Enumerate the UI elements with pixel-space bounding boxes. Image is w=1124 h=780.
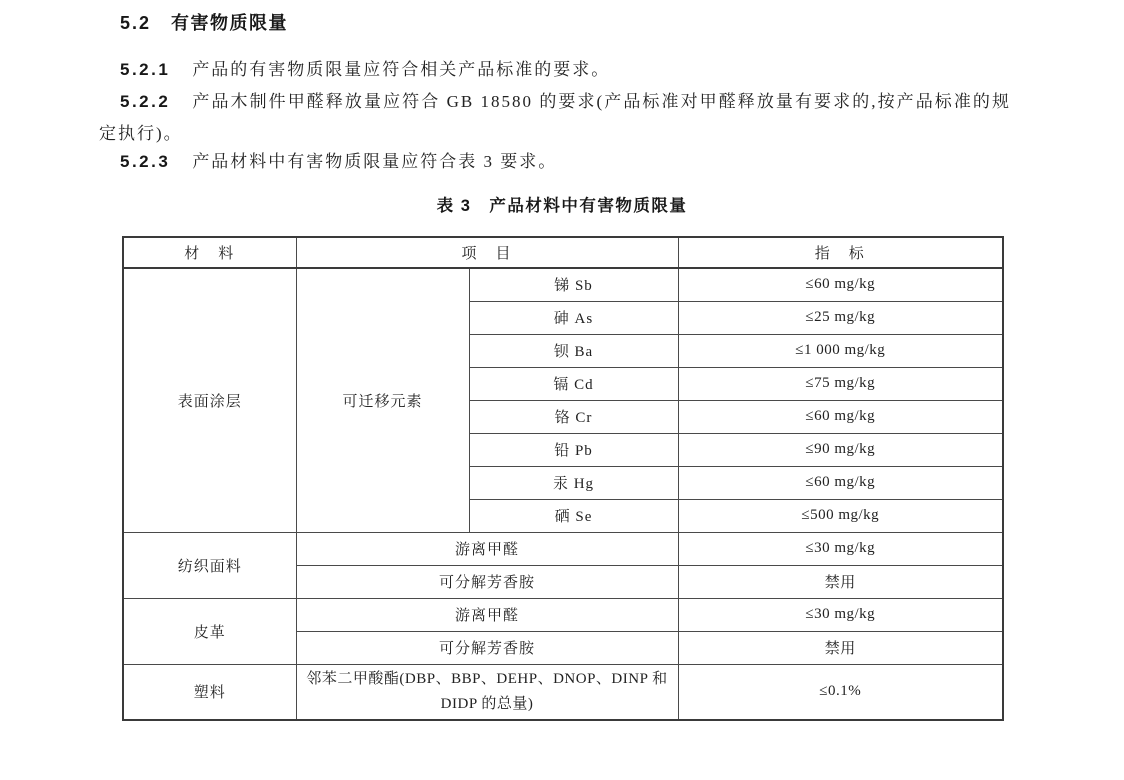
- clause-5-2-3: [99, 146, 1011, 178]
- cell-limit-antimony: ≤60 mg/kg: [678, 268, 1003, 301]
- clause-5-2-1: [99, 54, 1011, 86]
- cell-limit-arsenic: ≤25 mg/kg: [678, 301, 1003, 334]
- header-limit: 指 标: [678, 237, 1003, 268]
- header-item: 项 目: [296, 237, 678, 268]
- section-number: 5.2: [120, 13, 152, 33]
- cell-item-textile-aromatic-amines: 可分解芳香胺: [296, 565, 678, 598]
- materials-table: [122, 236, 1004, 721]
- cell-limit-lead: ≤90 mg/kg: [678, 433, 1003, 466]
- clause-5-2-2: [99, 86, 1011, 150]
- clause-text: 产品木制件甲醛释放量应符合 GB 18580 的要求(产品标准对甲醛释放量有要求的,按产品标准的规定执行)。: [99, 92, 1011, 143]
- cell-limit-barium: ≤1 000 mg/kg: [678, 334, 1003, 367]
- cell-limit-leather-aromatic-amines: 禁用: [678, 631, 1003, 664]
- cell-item-phthalates: 邻苯二甲酸酯(DBP、BBP、DEHP、DNOP、DINP 和 DIDP 的总量): [296, 664, 678, 720]
- cell-limit-cadmium: ≤75 mg/kg: [678, 367, 1003, 400]
- clause-number: 5.2.3: [120, 152, 171, 171]
- clause-text: 产品的有害物质限量应符合相关产品标准的要求。: [192, 60, 611, 79]
- cell-item-leather-aromatic-amines: 可分解芳香胺: [296, 631, 678, 664]
- table-row: [123, 532, 1003, 565]
- cell-item-barium: 钡 Ba: [469, 334, 678, 367]
- clause-text: 产品材料中有害物质限量应符合表 3 要求。: [192, 152, 558, 171]
- table-caption: [122, 192, 1002, 216]
- cell-limit-textile-aromatic-amines: 禁用: [678, 565, 1003, 598]
- table-header-row: [123, 237, 1003, 268]
- cell-item-mercury: 汞 Hg: [469, 466, 678, 499]
- cell-item-cadmium: 镉 Cd: [469, 367, 678, 400]
- cell-item-chromium: 铬 Cr: [469, 400, 678, 433]
- section-title: 有害物质限量: [171, 13, 289, 33]
- table-row: [123, 598, 1003, 631]
- header-material: 材 料: [123, 237, 296, 268]
- cell-item-arsenic: 砷 As: [469, 301, 678, 334]
- cell-limit-selenium: ≤500 mg/kg: [678, 499, 1003, 532]
- cell-material-leather: 皮革: [123, 598, 296, 664]
- cell-limit-chromium: ≤60 mg/kg: [678, 400, 1003, 433]
- cell-limit-phthalates: ≤0.1%: [678, 664, 1003, 720]
- table-caption-title: 产品材料中有害物质限量: [489, 197, 688, 215]
- cell-item-textile-formaldehyde: 游离甲醛: [296, 532, 678, 565]
- cell-limit-mercury: ≤60 mg/kg: [678, 466, 1003, 499]
- cell-limit-leather-formaldehyde: ≤30 mg/kg: [678, 598, 1003, 631]
- cell-item-lead: 铅 Pb: [469, 433, 678, 466]
- cell-limit-textile-formaldehyde: ≤30 mg/kg: [678, 532, 1003, 565]
- cell-item-selenium: 硒 Se: [469, 499, 678, 532]
- clause-number: 5.2.2: [120, 92, 171, 111]
- section-heading: [120, 9, 288, 35]
- cell-item-leather-formaldehyde: 游离甲醛: [296, 598, 678, 631]
- cell-material-textile: 纺织面料: [123, 532, 296, 598]
- table-row: [123, 268, 1003, 301]
- cell-item-antimony: 锑 Sb: [469, 268, 678, 301]
- table-caption-label: 表 3: [436, 197, 472, 215]
- table-row: [123, 664, 1003, 720]
- cell-material-plastic: 塑料: [123, 664, 296, 720]
- clause-number: 5.2.1: [120, 60, 171, 79]
- cell-item-category-migratable-elements: 可迁移元素: [296, 268, 469, 532]
- cell-material-surface-coating: 表面涂层: [123, 268, 296, 532]
